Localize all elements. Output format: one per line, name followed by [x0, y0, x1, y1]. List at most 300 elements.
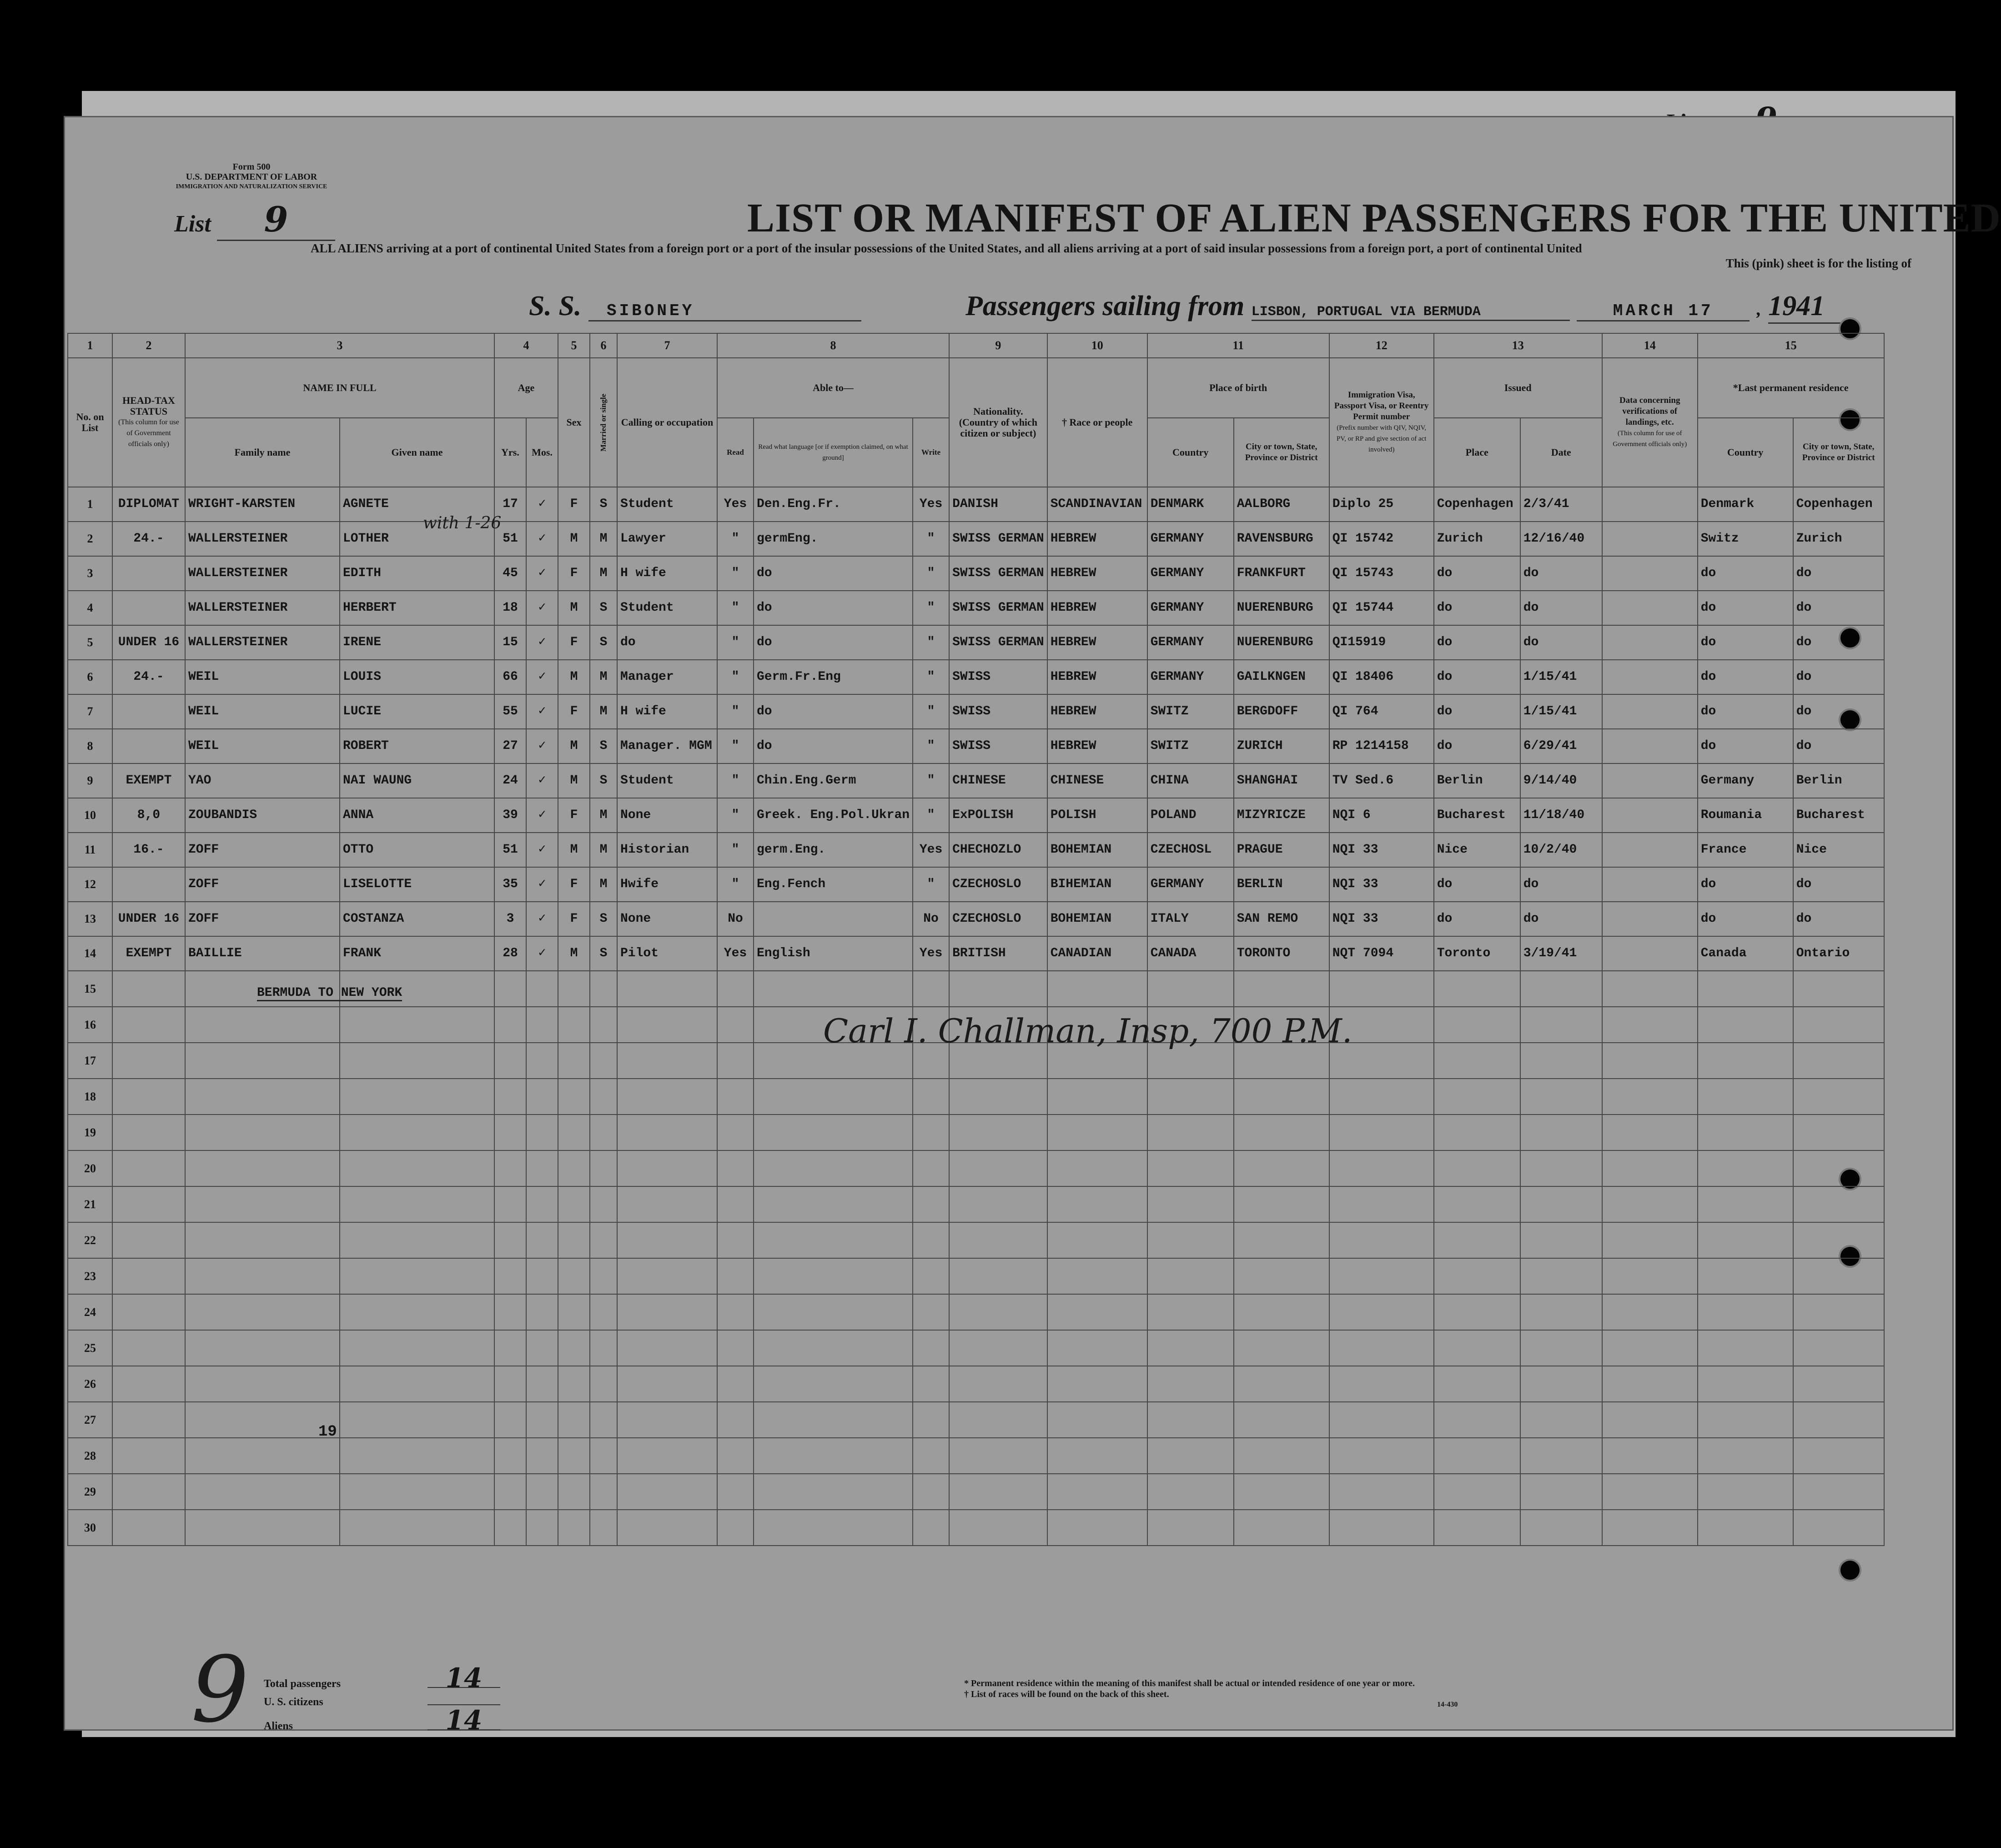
empty-cell [1602, 1510, 1698, 1546]
empty-cell [1698, 1438, 1793, 1474]
sex: F [558, 556, 590, 591]
can-write: " [913, 625, 949, 660]
empty-cell [494, 1402, 526, 1438]
empty-cell [526, 1007, 558, 1043]
visa-number: QI15919 [1329, 625, 1434, 660]
birth-city: PRAGUE [1234, 833, 1329, 867]
can-read: " [717, 763, 754, 798]
empty-cell [913, 1150, 949, 1186]
empty-cell [494, 1366, 526, 1402]
race: POLISH [1047, 798, 1147, 833]
empty-cell [754, 1150, 913, 1186]
empty-cell [494, 1222, 526, 1258]
age-months: ✓ [526, 867, 558, 902]
col-issued: Issued [1434, 358, 1602, 418]
column-number-row [68, 333, 1884, 358]
empty-cell [617, 1043, 717, 1079]
blank-row [68, 1366, 1884, 1402]
empty-cell [1047, 1402, 1147, 1438]
empty-cell [1698, 1402, 1793, 1438]
empty-cell [1234, 1258, 1329, 1294]
empty-cell [1602, 1222, 1698, 1258]
empty-cell [1793, 1007, 1884, 1043]
race: HEBREW [1047, 591, 1147, 625]
family-name: WEIL [185, 694, 340, 729]
empty-cell [1434, 1007, 1520, 1043]
empty-cell [185, 1330, 340, 1366]
empty-cell [1329, 1150, 1434, 1186]
empty-cell [494, 1043, 526, 1079]
empty-cell [913, 1115, 949, 1150]
family-name: WALLERSTEINER [185, 522, 340, 556]
empty-cell [1698, 971, 1793, 1007]
nationality: SWISS GERMAN [949, 556, 1047, 591]
issued-date: 12/16/40 [1520, 522, 1602, 556]
empty-cell [1434, 1043, 1520, 1079]
birth-country: CANADA [1147, 936, 1234, 971]
empty-cell [558, 971, 590, 1007]
age-years: 24 [494, 763, 526, 798]
binder-hole [1839, 1559, 1861, 1582]
empty-cell [1793, 1115, 1884, 1150]
empty-cell [340, 1222, 494, 1258]
empty-cell [558, 1007, 590, 1043]
col-number: 13 [1434, 333, 1602, 358]
empty-cell [526, 1186, 558, 1222]
occupation: None [617, 798, 717, 833]
blank-row [68, 1402, 1884, 1438]
empty-cell [112, 1115, 185, 1150]
can-read: " [717, 625, 754, 660]
birth-city: RAVENSBURG [1234, 522, 1329, 556]
empty-cell [526, 1438, 558, 1474]
residence-country: do [1698, 902, 1793, 936]
issued-place: Bucharest [1434, 798, 1520, 833]
empty-cell [754, 1510, 913, 1546]
empty-cell [717, 1007, 754, 1043]
empty-cell [558, 1150, 590, 1186]
residence-city: do [1793, 729, 1884, 763]
can-write: Yes [913, 833, 949, 867]
empty-cell [1234, 1330, 1329, 1366]
empty-cell [1602, 1402, 1698, 1438]
empty-cell [1147, 1258, 1234, 1294]
family-name: ZOFF [185, 902, 340, 936]
marital-status: S [590, 729, 617, 763]
empty-cell [1520, 1222, 1602, 1258]
empty-cell [754, 1258, 913, 1294]
row-number: 3 [68, 556, 112, 591]
empty-cell [1329, 971, 1434, 1007]
empty-cell [1793, 1043, 1884, 1079]
empty-cell [558, 1438, 590, 1474]
visa-number: Diplo 25 [1329, 487, 1434, 522]
empty-cell [494, 1438, 526, 1474]
empty-cell [1234, 1366, 1329, 1402]
read-languages: Eng.Fench [754, 867, 913, 902]
birth-country: POLAND [1147, 798, 1234, 833]
col-place-of-birth: Place of birth [1147, 358, 1329, 418]
residence-city: Ontario [1793, 936, 1884, 971]
empty-cell [558, 1258, 590, 1294]
verification [1602, 763, 1698, 798]
empty-cell [1520, 1402, 1602, 1438]
empty-cell [1147, 1366, 1234, 1402]
issued-date: do [1520, 625, 1602, 660]
visa-number: QI 15744 [1329, 591, 1434, 625]
verification [1602, 625, 1698, 660]
residence-city: do [1793, 694, 1884, 729]
manifest-title: LIST OR MANIFEST OF ALIEN PASSENGERS FOR THE UNITED [747, 196, 2001, 241]
marital-status: M [590, 694, 617, 729]
empty-cell [1234, 1294, 1329, 1330]
list-label: List 9 [174, 199, 335, 241]
family-name: WALLERSTEINER [185, 625, 340, 660]
blank-row [68, 1222, 1884, 1258]
empty-cell [340, 1115, 494, 1150]
col-given-name: Given name [340, 418, 494, 487]
occupation: Student [617, 763, 717, 798]
empty-cell [340, 1294, 494, 1330]
sex: F [558, 798, 590, 833]
col-number: 3 [185, 333, 494, 358]
empty-cell [494, 1474, 526, 1510]
empty-cell [1147, 1115, 1234, 1150]
empty-cell [1234, 1115, 1329, 1150]
empty-cell [590, 1115, 617, 1150]
empty-cell [1602, 1007, 1698, 1043]
empty-cell [590, 1366, 617, 1402]
empty-cell [1520, 1079, 1602, 1115]
passenger-row [68, 660, 1884, 694]
col-family-name: Family name [185, 418, 340, 487]
can-write: Yes [913, 936, 949, 971]
verification [1602, 936, 1698, 971]
col-yrs: Yrs. [494, 418, 526, 487]
passenger-row [68, 867, 1884, 902]
empty-cell [1520, 1294, 1602, 1330]
empty-cell [717, 1222, 754, 1258]
can-read: " [717, 833, 754, 867]
age-months: ✓ [526, 729, 558, 763]
empty-cell [1047, 1330, 1147, 1366]
empty-cell [617, 1186, 717, 1222]
nationality: SWISS GERMAN [949, 522, 1047, 556]
blank-row [68, 1510, 1884, 1546]
age-years: 39 [494, 798, 526, 833]
race: BOHEMIAN [1047, 833, 1147, 867]
row-number: 12 [68, 867, 112, 902]
age-months: ✓ [526, 694, 558, 729]
empty-cell [617, 1438, 717, 1474]
col-res-country: Country [1698, 418, 1793, 487]
empty-cell [1434, 1115, 1520, 1150]
row-number: 4 [68, 591, 112, 625]
empty-cell [1234, 1474, 1329, 1510]
empty-cell [590, 1294, 617, 1330]
issued-place: Copenhagen [1434, 487, 1520, 522]
verification [1602, 729, 1698, 763]
sex: M [558, 660, 590, 694]
col-issued-date: Date [1520, 418, 1602, 487]
sex: M [558, 729, 590, 763]
col-number: 15 [1698, 333, 1884, 358]
family-name: WALLERSTEINER [185, 556, 340, 591]
empty-cell [1047, 1150, 1147, 1186]
empty-cell [617, 1402, 717, 1438]
empty-cell [526, 1402, 558, 1438]
issued-date: 1/15/41 [1520, 694, 1602, 729]
empty-cell [340, 1258, 494, 1294]
empty-cell [494, 1510, 526, 1546]
empty-cell [717, 1150, 754, 1186]
age-months: ✓ [526, 522, 558, 556]
empty-cell [590, 1222, 617, 1258]
issued-date: 10/2/40 [1520, 833, 1602, 867]
read-languages: Greek. Eng.Pol.Ukran [754, 798, 913, 833]
verification [1602, 522, 1698, 556]
empty-cell [717, 1294, 754, 1330]
row-number: 17 [68, 1043, 112, 1079]
row-number: 21 [68, 1186, 112, 1222]
residence-country: Roumania [1698, 798, 1793, 833]
birth-country: GERMANY [1147, 867, 1234, 902]
empty-cell [717, 1043, 754, 1079]
empty-cell [1147, 1438, 1234, 1474]
given-name: OTTO [340, 833, 494, 867]
read-languages: English [754, 936, 913, 971]
empty-cell [1329, 1079, 1434, 1115]
empty-cell [1434, 1438, 1520, 1474]
empty-cell [112, 1438, 185, 1474]
residence-country: do [1698, 660, 1793, 694]
empty-cell [913, 1366, 949, 1402]
empty-cell [112, 1330, 185, 1366]
issued-place: do [1434, 556, 1520, 591]
visa-number: NQT 7094 [1329, 936, 1434, 971]
empty-cell [526, 1222, 558, 1258]
empty-cell [949, 1222, 1047, 1258]
empty-cell [558, 1115, 590, 1150]
empty-cell [1047, 1366, 1147, 1402]
empty-cell [754, 971, 913, 1007]
row-number: 24 [68, 1294, 112, 1330]
empty-cell [1602, 1150, 1698, 1186]
row-number: 13 [68, 902, 112, 936]
manifest-subtitle: ALL ALIENS arriving at a port of continental United States from a foreign port or a port of the insular possessions of the United States, and all aliens arriving at a port of said insular possessions from a foreign port, a port of continental United [311, 241, 1582, 255]
age-months: ✓ [526, 763, 558, 798]
col-number: 6 [590, 333, 617, 358]
given-name: AGNETE [340, 487, 494, 522]
empty-cell [526, 1079, 558, 1115]
empty-cell [1329, 1330, 1434, 1366]
empty-cell [1047, 1115, 1147, 1150]
verification [1602, 660, 1698, 694]
sex: M [558, 833, 590, 867]
residence-city: Copenhagen [1793, 487, 1884, 522]
birth-country: SWITZ [1147, 694, 1234, 729]
birth-city: FRANKFURT [1234, 556, 1329, 591]
issued-date: 6/29/41 [1520, 729, 1602, 763]
birth-city: GAILKNGEN [1234, 660, 1329, 694]
empty-cell [1329, 1222, 1434, 1258]
visa-number: RP 1214158 [1329, 729, 1434, 763]
row-number: 1 [68, 487, 112, 522]
sailing-row: Passengers sailing from LISBON, PORTUGAL VIA BERMUDA MARCH 17 , 1941 [965, 290, 1841, 324]
residence-country: France [1698, 833, 1793, 867]
given-name: COSTANZA [340, 902, 494, 936]
age-years: 15 [494, 625, 526, 660]
birth-country: SWITZ [1147, 729, 1234, 763]
issued-place: Toronto [1434, 936, 1520, 971]
empty-cell [1793, 1330, 1884, 1366]
empty-cell [617, 971, 717, 1007]
col-number: 5 [558, 333, 590, 358]
birth-country: GERMANY [1147, 660, 1234, 694]
head-tax-status: 16.- [112, 833, 185, 867]
empty-cell [590, 1474, 617, 1510]
visa-number: QI 15742 [1329, 522, 1434, 556]
age-months: ✓ [526, 798, 558, 833]
empty-cell [526, 1366, 558, 1402]
empty-cell [185, 1402, 340, 1438]
row-number: 15 [68, 971, 112, 1007]
empty-cell [949, 971, 1047, 1007]
col-no-on-list: No. on List [68, 358, 112, 487]
empty-cell [1147, 1150, 1234, 1186]
given-name: ROBERT [340, 729, 494, 763]
row-number: 8 [68, 729, 112, 763]
empty-cell [1234, 1438, 1329, 1474]
sex: M [558, 763, 590, 798]
passenger-row [68, 591, 1884, 625]
family-name: YAO [185, 763, 340, 798]
empty-cell [558, 1474, 590, 1510]
sex: M [558, 936, 590, 971]
empty-cell [1234, 1510, 1329, 1546]
empty-cell [754, 1330, 913, 1366]
blank-row [68, 1258, 1884, 1294]
col-read: Read [717, 418, 754, 487]
can-write: " [913, 694, 949, 729]
empty-cell [949, 1150, 1047, 1186]
us-citizens: U. S. citizens [264, 1693, 500, 1711]
can-write: " [913, 729, 949, 763]
residence-city: do [1793, 660, 1884, 694]
empty-cell [1520, 1510, 1602, 1546]
sailing-year: 1941 [1768, 290, 1841, 324]
empty-cell [717, 1402, 754, 1438]
birth-city: TORONTO [1234, 936, 1329, 971]
empty-cell [617, 1330, 717, 1366]
empty-cell [526, 1043, 558, 1079]
can-write: " [913, 591, 949, 625]
empty-cell [1602, 971, 1698, 1007]
issued-date: do [1520, 867, 1602, 902]
can-write: " [913, 660, 949, 694]
empty-cell [185, 1186, 340, 1222]
empty-cell [558, 1222, 590, 1258]
visa-number: QI 764 [1329, 694, 1434, 729]
issued-date: 3/19/41 [1520, 936, 1602, 971]
age-years: 45 [494, 556, 526, 591]
empty-cell [340, 1330, 494, 1366]
marital-status: S [590, 625, 617, 660]
empty-cell [1520, 1043, 1602, 1079]
empty-cell [494, 971, 526, 1007]
col-number: 4 [494, 333, 558, 358]
empty-cell [1602, 1438, 1698, 1474]
empty-cell [1698, 1150, 1793, 1186]
empty-cell [617, 1150, 717, 1186]
empty-cell [590, 1402, 617, 1438]
verification [1602, 902, 1698, 936]
empty-cell [617, 1222, 717, 1258]
empty-cell [913, 1330, 949, 1366]
birth-country: CZECHOSL [1147, 833, 1234, 867]
empty-cell [1234, 971, 1329, 1007]
can-write: " [913, 522, 949, 556]
verification [1602, 798, 1698, 833]
birth-country: GERMANY [1147, 625, 1234, 660]
col-number: 8 [717, 333, 949, 358]
nationality: SWISS GERMAN [949, 591, 1047, 625]
empty-cell [494, 1007, 526, 1043]
head-tax-status [112, 591, 185, 625]
issued-date: do [1520, 591, 1602, 625]
empty-cell [1329, 1294, 1434, 1330]
row-number: 25 [68, 1330, 112, 1366]
can-read: " [717, 729, 754, 763]
bermuda-note: BERMUDA TO NEW YORK [257, 986, 402, 1001]
empty-cell [1047, 1294, 1147, 1330]
empty-cell [1520, 1258, 1602, 1294]
occupation: do [617, 625, 717, 660]
empty-cell [717, 1474, 754, 1510]
empty-cell [1047, 1222, 1147, 1258]
col-head-tax: HEAD-TAX STATUS (This column for use of Government officials only) [112, 358, 185, 487]
head-tax-status: DIPLOMAT [112, 487, 185, 522]
col-mos: Mos. [526, 418, 558, 487]
blank-row [68, 1294, 1884, 1330]
empty-cell [1793, 1402, 1884, 1438]
empty-cell [1234, 1150, 1329, 1186]
empty-cell [1602, 1366, 1698, 1402]
empty-cell [112, 1150, 185, 1186]
family-name: WEIL [185, 660, 340, 694]
empty-cell [1047, 1258, 1147, 1294]
empty-cell [1520, 971, 1602, 1007]
age-years: 55 [494, 694, 526, 729]
sex: M [558, 591, 590, 625]
empty-cell [340, 1402, 494, 1438]
empty-cell [1793, 971, 1884, 1007]
empty-cell [340, 1366, 494, 1402]
race: HEBREW [1047, 694, 1147, 729]
nationality: SWISS GERMAN [949, 625, 1047, 660]
row-number: 14 [68, 936, 112, 971]
empty-cell [1520, 1150, 1602, 1186]
age-months: ✓ [526, 936, 558, 971]
empty-cell [754, 1115, 913, 1150]
head-tax-status [112, 729, 185, 763]
head-tax-status: EXEMPT [112, 763, 185, 798]
totals-block [264, 1662, 500, 1736]
col-number: 7 [617, 333, 717, 358]
visa-number: NQI 33 [1329, 902, 1434, 936]
empty-cell [590, 1150, 617, 1186]
nationality: CZECHOSLO [949, 867, 1047, 902]
